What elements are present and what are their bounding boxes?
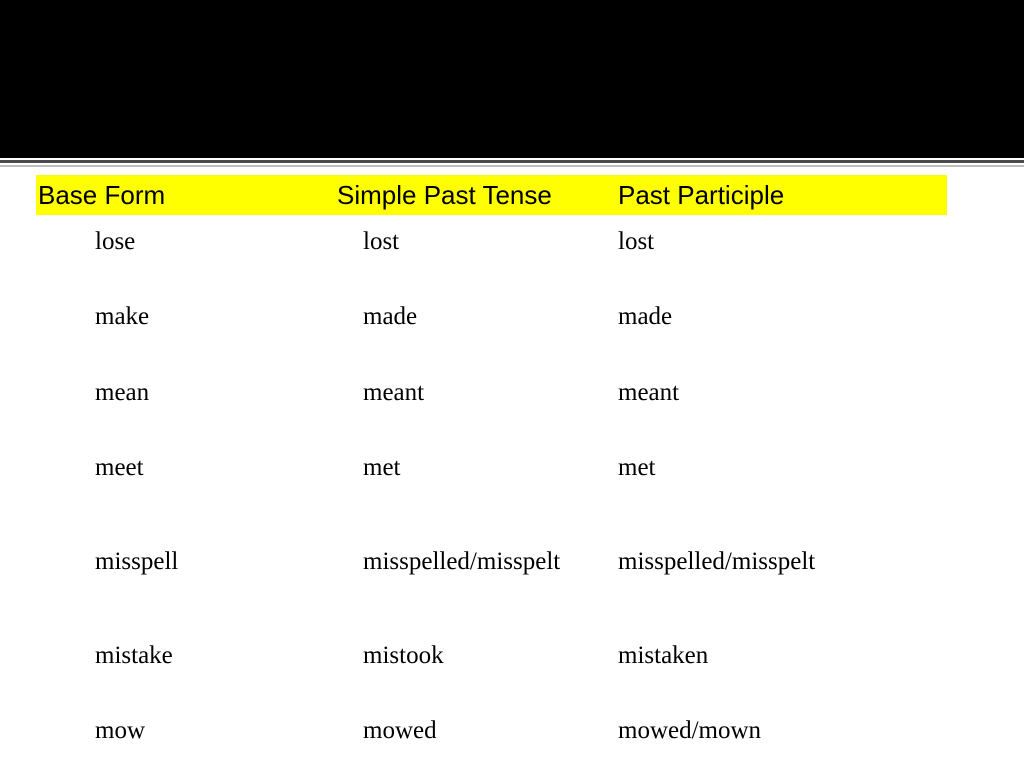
base-form-cell: mow [95, 717, 145, 744]
base-form-cell: mean [95, 379, 150, 406]
table-row [0, 713, 1024, 749]
past-participle-cell: made [618, 303, 673, 330]
past-participle-cell: mowed/mown [618, 717, 762, 744]
table-row [0, 299, 1024, 335]
base-form-cell: make [95, 303, 150, 330]
simple-past-cell: misspelled/misspelt [363, 548, 561, 575]
header-past-participle: Past Participle [618, 180, 785, 210]
simple-past-cell: mistook [363, 642, 444, 669]
past-participle-cell: meant [618, 379, 680, 406]
simple-past-cell: meant [363, 379, 425, 406]
base-form-cell: misspell [95, 548, 179, 575]
base-form-cell: lose [95, 228, 136, 255]
slide-title-band [0, 0, 1024, 158]
table-row [0, 375, 1024, 411]
simple-past-cell: mowed [363, 717, 437, 744]
header-simple-past: Simple Past Tense [337, 180, 552, 210]
table-row [0, 450, 1024, 486]
simple-past-cell: lost [363, 228, 400, 255]
table-row [0, 638, 1024, 674]
title-divider-dark [0, 160, 1024, 163]
simple-past-cell: made [363, 303, 418, 330]
table-header-row [36, 175, 947, 215]
header-base-form: Base Form [38, 180, 166, 210]
base-form-cell: mistake [95, 642, 173, 669]
table-row [0, 544, 1024, 580]
past-participle-cell: mistaken [618, 642, 709, 669]
simple-past-cell: met [363, 454, 401, 481]
past-participle-cell: met [618, 454, 656, 481]
base-form-cell: meet [95, 454, 144, 481]
title-divider-light [0, 165, 1024, 167]
table-row [0, 224, 1024, 260]
past-participle-cell: lost [618, 228, 655, 255]
past-participle-cell: misspelled/misspelt [618, 548, 816, 575]
